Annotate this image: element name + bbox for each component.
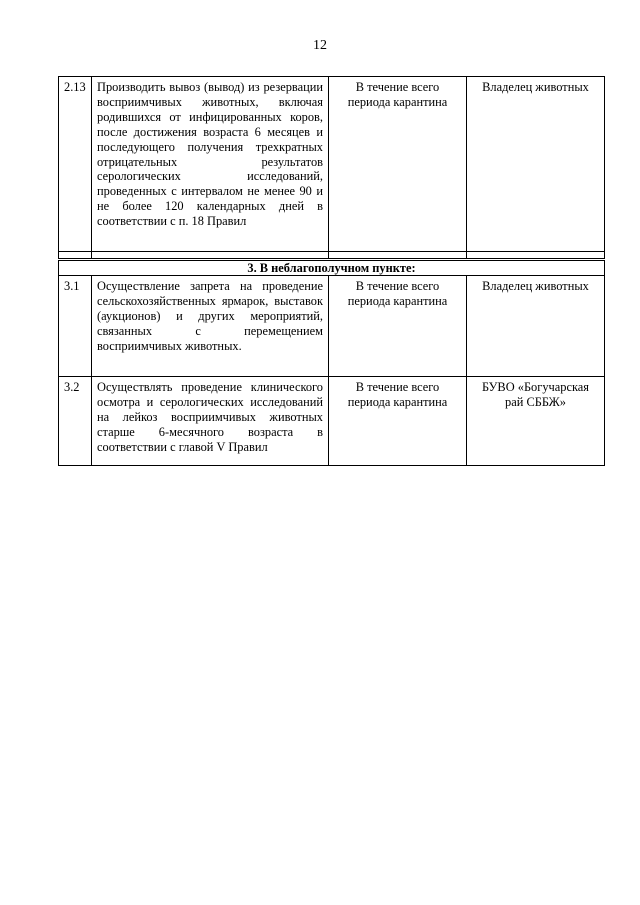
- item-action: Осуществление запрета на проведение сельскохозяйственных ярмарок, выставок (аукционов) и других мероприятий, связанных с перемещением восприимчивых животных.: [92, 276, 329, 377]
- item-number: 3.2: [59, 377, 92, 466]
- table-row: [59, 77, 605, 252]
- section-header-row: [59, 260, 605, 276]
- item-number: 2.13: [59, 77, 92, 252]
- page-number: 12: [313, 38, 327, 53]
- table-spacer-row: [59, 252, 605, 260]
- quarantine-measures-table: [58, 76, 605, 466]
- item-period: В течение всего периода карантина: [329, 276, 467, 377]
- table-row: [59, 377, 605, 466]
- table-row: [59, 276, 605, 377]
- item-responsible: Владелец животных: [467, 276, 605, 377]
- item-responsible: БУВО «Богучарская рай СББЖ»: [467, 377, 605, 466]
- item-action: Осуществлять проведение клинического осмотра и серологических исследований на лейкоз восприимчивых животных старше 6-месячного возраста в соответствии с главой V Правил: [92, 377, 329, 466]
- item-period: В течение всего периода карантина: [329, 377, 467, 466]
- item-responsible: Владелец животных: [467, 77, 605, 252]
- section-title: 3. В неблагополучном пункте:: [59, 260, 605, 276]
- item-action: Производить вывоз (вывод) из резервации восприимчивых животных, включая родившихся от инфицированных коров, после достижения возраста 6 месяцев и последующего получения трехкратных отрицательных результатов серологических исследований, проведенных с интервалом не менее 90 и не более 120 календарных дней в соответствии с п. 18 Правил: [92, 77, 329, 252]
- item-period: В течение всего периода карантина: [329, 77, 467, 252]
- item-number: 3.1: [59, 276, 92, 377]
